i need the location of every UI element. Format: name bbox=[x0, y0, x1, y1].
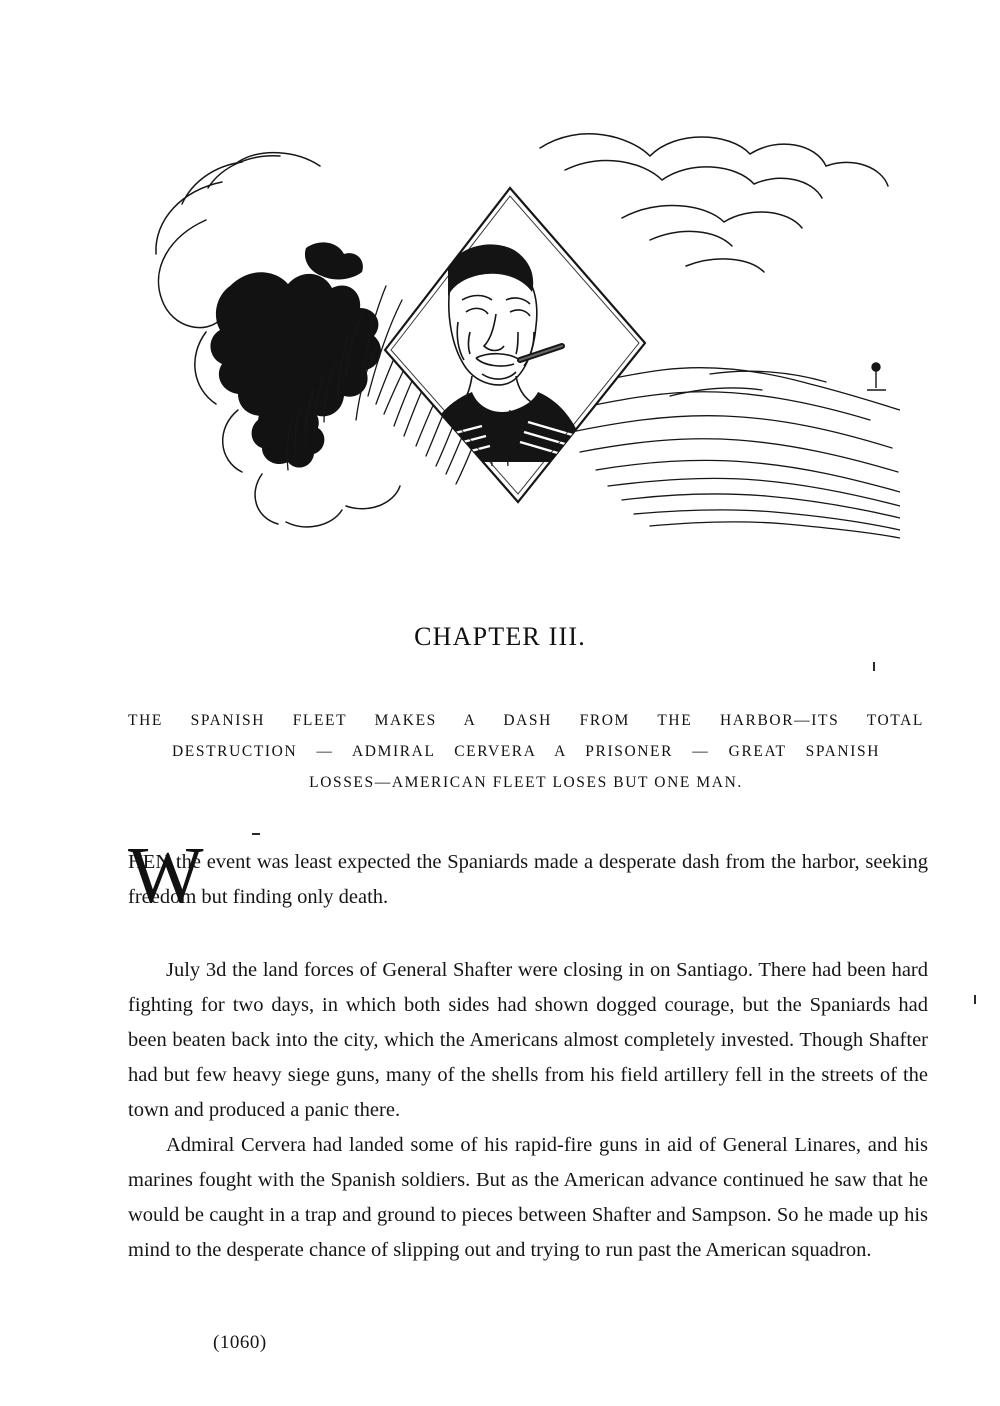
page-number: (1060) bbox=[213, 1332, 267, 1353]
page-title: CHAPTER III. bbox=[414, 622, 586, 651]
body-text bbox=[128, 832, 928, 1268]
margin-speck bbox=[873, 662, 875, 671]
chapter-headpiece-illustration bbox=[110, 70, 900, 540]
paragraph-text: HEN the event was least expected the Spaniards made a desperate dash from the harbor, seeking freedom but finding only death. bbox=[128, 851, 928, 908]
drop-cap: W bbox=[128, 832, 204, 920]
paragraph-text: July 3d the land forces of General Shafter were closing in on Santiago. There had been hard fighting for two days, in which both sides had shown dogged courage, but the Spaniards had been beaten back into the city, which the Americans almost completely invested. Though Shafter had but few heavy siege guns, many of the shells from his field artillery fell in the streets of the town and produced a panic there. bbox=[128, 959, 928, 1121]
chapter-subtitle bbox=[128, 705, 924, 798]
margin-speck bbox=[974, 995, 976, 1004]
margin-speck bbox=[252, 833, 260, 835]
paragraph-text: Admiral Cervera had landed some of his rapid-fire guns in aid of General Linares, and his marines fought with the Spanish soldiers. But as the American advance continued he saw that he would be caught in a trap and ground to pieces between Shafter and Sampson. So he made up his mind to the desperate chance of slipping out and trying to run past the American squadron. bbox=[128, 1134, 928, 1261]
illustration-artwork bbox=[110, 70, 900, 540]
paragraph-first bbox=[128, 832, 928, 953]
subtitle-line: LOSSES—AMERICAN FLEET LOSES BUT ONE MAN. bbox=[309, 774, 743, 791]
subtitle-line: DESTRUCTION — ADMIRAL CERVERA A PRISONER — GREAT SPANISH bbox=[172, 743, 880, 760]
distant-ship bbox=[867, 363, 886, 390]
subtitle-line: THE SPANISH FLEET MAKES A DASH FROM THE HARBOR—ITS TOTAL bbox=[128, 712, 924, 729]
